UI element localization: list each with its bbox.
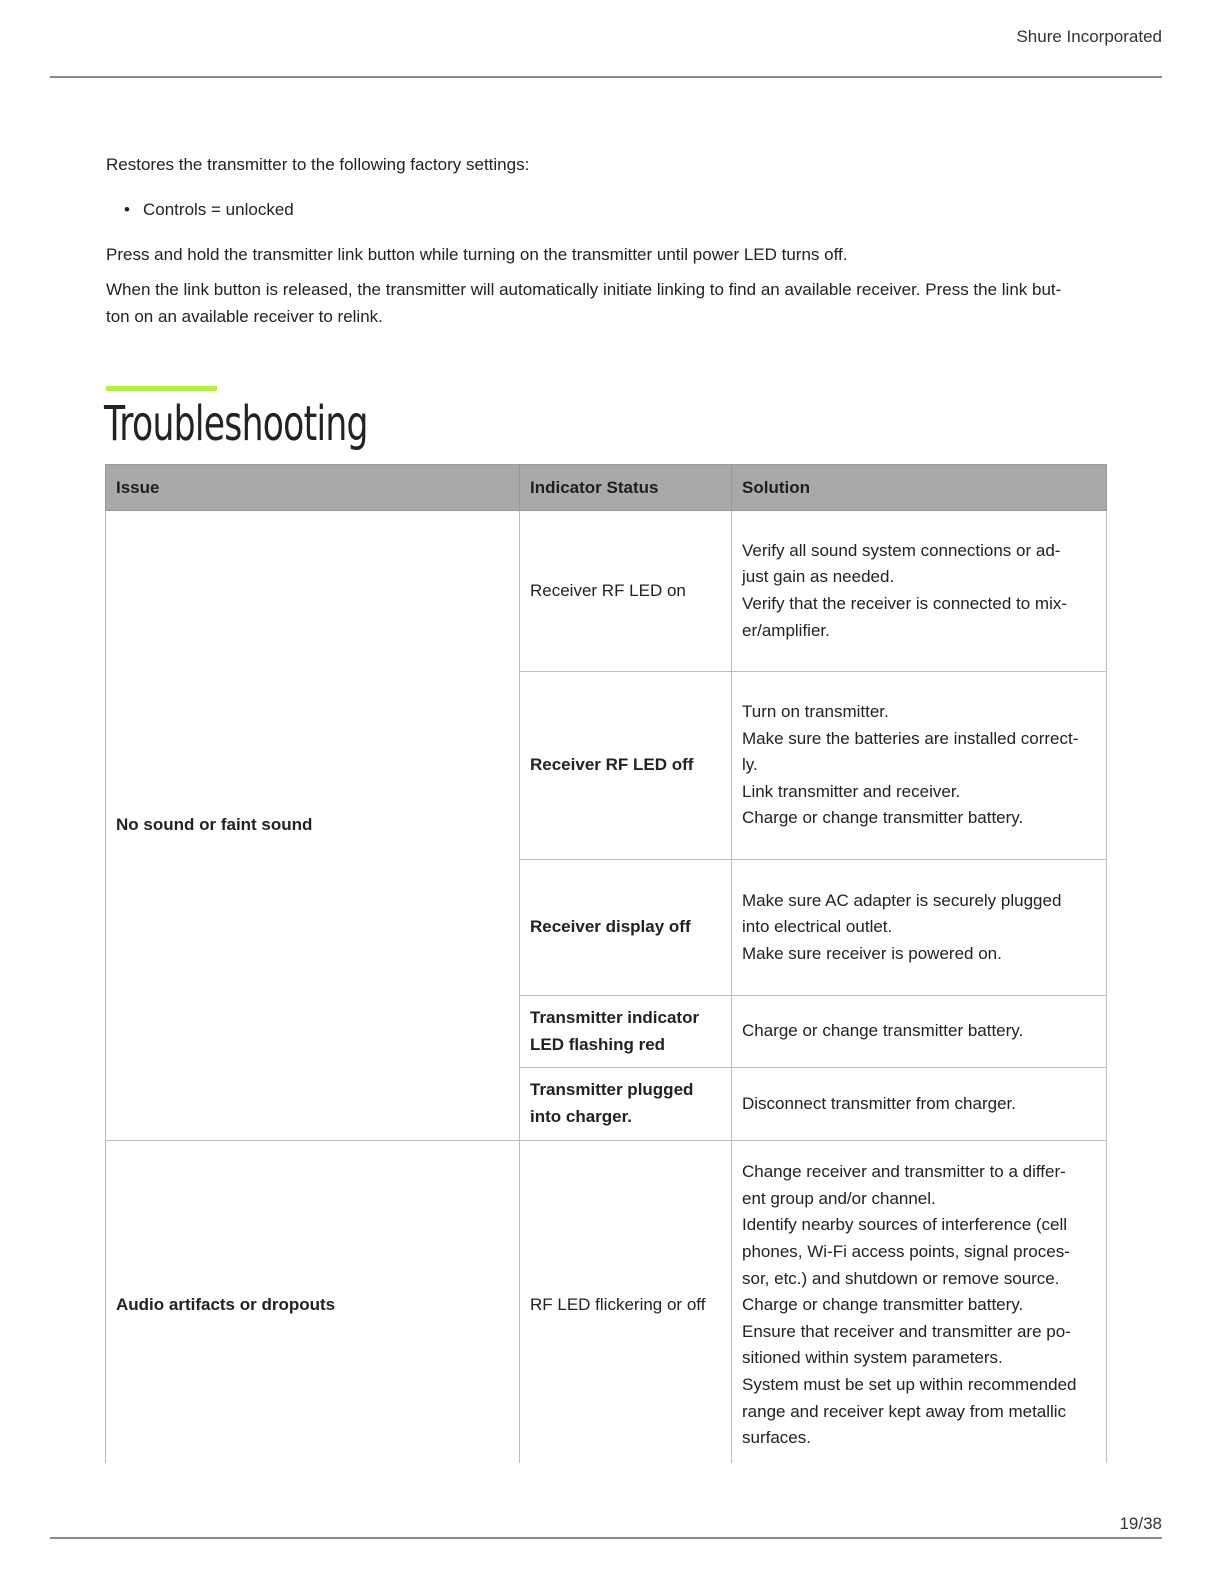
page-number: 19/38 <box>1119 1514 1162 1533</box>
solution-cell <box>732 511 1107 672</box>
release-paragraph-line-2: ton on an available receiver to relink. <box>106 306 383 326</box>
solution-line: Verify all sound system connections or ad- <box>742 540 1061 560</box>
solution-line: Identify nearby sources of interference (cell <box>742 1215 1068 1235</box>
solution-line: sitioned within system parameters. <box>742 1348 1003 1368</box>
status-cell: Transmitter plugged into charger. <box>520 1068 732 1141</box>
column-header-issue: Issue <box>106 465 520 511</box>
bullet-icon: • <box>124 200 130 219</box>
solution-cell <box>732 996 1107 1068</box>
status-cell: RF LED flickering or off <box>520 1141 732 1464</box>
press-hold-paragraph: Press and hold the transmitter link button while turning on the transmitter until power LED turns off. <box>106 245 848 264</box>
table-row <box>106 1141 1107 1464</box>
status-cell: Receiver RF LED off <box>520 672 732 860</box>
solution-line: range and receiver kept away from metallic <box>742 1401 1067 1421</box>
status-cell: Receiver display off <box>520 860 732 996</box>
solution-line: Charge or change transmitter battery. <box>742 1021 1024 1041</box>
solution-line: Ensure that receiver and transmitter are po- <box>742 1321 1071 1341</box>
solution-line: just gain as needed. <box>742 567 895 587</box>
troubleshooting-table <box>105 464 1107 1463</box>
solution-line: Make sure receiver is powered on. <box>742 943 1002 963</box>
solution-line: er/amplifier. <box>742 620 830 640</box>
issue-cell: Audio artifacts or dropouts <box>106 1141 520 1464</box>
table-row <box>106 511 1107 672</box>
list-item-text: Controls = unlocked <box>143 200 294 219</box>
column-header-solution: Solution <box>732 465 1107 511</box>
solution-line: ly. <box>742 755 758 775</box>
solution-cell <box>732 1141 1107 1464</box>
solution-line: Charge or change transmitter battery. <box>742 808 1024 828</box>
solution-line: Charge or change transmitter battery. <box>742 1295 1024 1315</box>
restores-paragraph: Restores the transmitter to the following factory settings: <box>106 155 530 174</box>
solution-line: Disconnect transmitter from charger. <box>742 1093 1016 1113</box>
solution-line: Link transmitter and receiver. <box>742 781 961 801</box>
solution-line: into electrical outlet. <box>742 917 893 937</box>
solution-line: Make sure the batteries are installed correct- <box>742 728 1079 748</box>
solution-line: ent group and/or channel. <box>742 1188 936 1208</box>
solution-line: phones, Wi-Fi access points, signal proces- <box>742 1242 1070 1262</box>
footer-divider <box>50 1537 1162 1539</box>
status-cell: Transmitter indicator LED flashing red <box>520 996 732 1068</box>
solution-cell <box>732 672 1107 860</box>
solution-line: Verify that the receiver is connected to mix- <box>742 594 1068 613</box>
column-header-indicator-status: Indicator Status <box>520 465 732 511</box>
release-paragraph-line-1: When the link button is released, the transmitter will automatically initiate linking to find an available receiver. Press the link but- <box>106 280 1062 299</box>
solution-line: Make sure AC adapter is securely plugged <box>742 890 1062 910</box>
solution-line: Turn on transmitter. <box>742 702 889 722</box>
solution-line: Change receiver and transmitter to a differ- <box>742 1162 1066 1182</box>
solution-line: surfaces. <box>742 1428 811 1448</box>
status-cell: Receiver RF LED on <box>520 511 732 672</box>
solution-line: System must be set up within recommended <box>742 1374 1077 1394</box>
solution-line: sor, etc.) and shutdown or remove source. <box>742 1268 1060 1288</box>
table-header-row <box>106 465 1107 511</box>
solution-cell <box>732 1068 1107 1141</box>
issue-cell: No sound or faint sound <box>106 511 520 1141</box>
header-company-name: Shure Incorporated <box>1016 27 1162 46</box>
solution-cell <box>732 860 1107 996</box>
section-title: Troubleshooting <box>104 396 368 452</box>
